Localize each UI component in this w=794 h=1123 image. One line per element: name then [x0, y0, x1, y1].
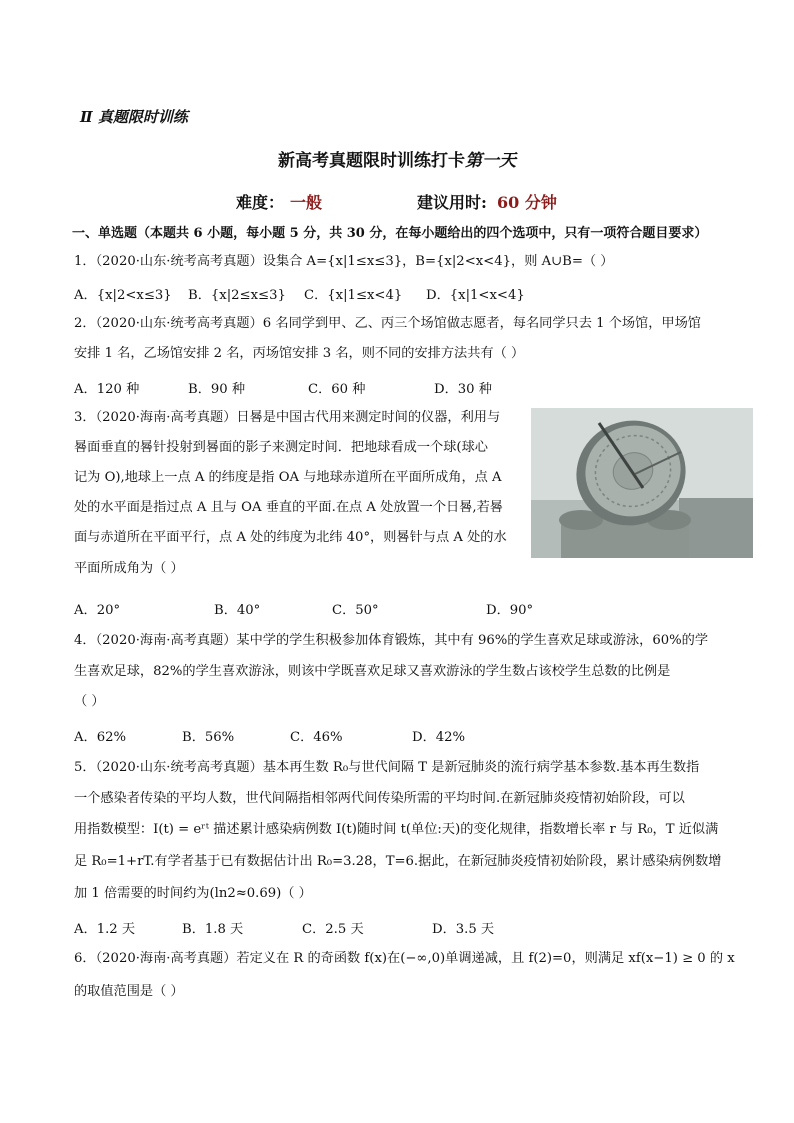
- question-5-line-1: 5．（2020·山东·统考高考真题）基本再生数 R₀与世代间隔 T 是新冠肺炎的流行病学基本参数.基本再生数指: [74, 760, 700, 775]
- part-heading: 一、单选题（本题共 6 小题，每小题 5 分，共 30 分，在每小题给出的四个选项中，只有一项符合题目要求）: [72, 226, 708, 241]
- q1-option-a: A．{x|2<x≤3}: [74, 288, 172, 303]
- q4-option-d: D．42%: [412, 730, 466, 745]
- q4-option-b: B．56%: [182, 730, 235, 745]
- q4-option-a: A．62%: [74, 730, 127, 745]
- sundial-photo: [531, 408, 753, 558]
- question-3-options: [74, 599, 734, 619]
- question-1: 1．（2020·山东·统考高考真题）设集合 A={x|1≤x≤3}，B={x|2<x<4}，则 A∪B=（ ）: [74, 254, 614, 269]
- q3-option-a: A．20°: [74, 603, 121, 618]
- question-5-line-5: 加 1 倍需要的时间约为(ln2≈0.69)（ ）: [74, 886, 312, 901]
- q5-option-b: B．1.8 天: [182, 922, 244, 937]
- difficulty-value: 一般: [290, 193, 323, 212]
- difficulty-label: 难度：: [236, 193, 285, 212]
- title-main: 新高考真题限时训练打卡: [278, 151, 465, 171]
- question-5-line-3: 用指数模型：I(t) = eʳᵗ 描述累计感染病例数 I(t)随时间 t(单位:天)的变化规律，指数增长率 r 与 R₀，T 近似满: [74, 822, 719, 837]
- sundial-illustration: [531, 408, 753, 558]
- title-day: 第一天: [465, 151, 516, 171]
- time-label: 建议用时:: [417, 193, 487, 212]
- q3-option-d: D．90°: [486, 603, 534, 618]
- question-5-line-4: 足 R₀=1+rT.有学者基于已有数据估计出 R₀=3.28，T=6.据此，在新冠肺炎疫情初始阶段，累计感染病例数增: [74, 854, 722, 869]
- q1-option-b: B．{x|2≤x≤3}: [188, 288, 286, 303]
- section-heading: Ⅱ 真题限时训练: [80, 108, 188, 126]
- q5-option-c: C．2.5 天: [302, 922, 364, 937]
- question-2-line-1: 2．（2020·山东·统考高考真题）6 名同学到甲、乙、丙三个场馆做志愿者，每名同学只去 1 个场馆，甲场馆: [74, 316, 701, 331]
- question-4-options: [74, 726, 734, 746]
- question-4-line-1: 4．（2020·海南·高考真题）某中学的学生积极参加体育锻炼，其中有 96%的学生喜欢足球或游泳，60%的学: [74, 633, 709, 648]
- q3-option-b: B．40°: [214, 603, 261, 618]
- question-1-options: [74, 284, 734, 304]
- q2-option-a: A．120 种: [74, 382, 140, 397]
- q2-option-b: B．90 种: [188, 382, 246, 397]
- question-3-line-1: 3．（2020·海南·高考真题）日晷是中国古代用来测定时间的仪器，利用与: [74, 410, 501, 425]
- question-3-line-5: 面与赤道所在平面平行，点 A 处的纬度为北纬 40°，则晷针与点 A 处的水: [74, 530, 507, 545]
- question-3-line-4: 处的水平面是指过点 A 且与 OA 垂直的平面.在点 A 处放置一个日晷,若晷: [74, 500, 503, 515]
- q1-option-d: D．{x|1<x<4}: [426, 288, 525, 303]
- q1-option-c: C．{x|1≤x<4}: [304, 288, 403, 303]
- q4-option-c: C．46%: [290, 730, 343, 745]
- q3-option-c: C．50°: [332, 603, 379, 618]
- q2-option-c: C．60 种: [308, 382, 366, 397]
- page-title: [0, 146, 794, 171]
- question-4-line-3: （ ）: [74, 694, 105, 709]
- question-4-line-2: 生喜欢足球，82%的学生喜欢游泳，则该中学既喜欢足球又喜欢游泳的学生数占该校学生总数的比例是: [74, 664, 671, 679]
- question-2-line-2: 安排 1 名，乙场馆安排 2 名，丙场馆安排 3 名，则不同的安排方法共有（ ）: [74, 346, 525, 361]
- question-6-line-1: 6．（2020·海南·高考真题）若定义在 R 的奇函数 f(x)在(−∞,0)单调递减，且 f(2)=0，则满足 xf(x−1) ≥ 0 的 x: [74, 951, 735, 966]
- question-3-line-2: 晷面垂直的晷针投射到晷面的影子来测定时间．把地球看成一个球(球心: [74, 440, 488, 455]
- q5-option-a: A．1.2 天: [74, 922, 136, 937]
- question-5-options: [74, 918, 734, 938]
- question-5-line-2: 一个感染者传染的平均人数，世代间隔指相邻两代间传染所需的平均时间.在新冠肺炎疫情初始阶段，可以: [74, 791, 685, 806]
- q5-option-d: D．3.5 天: [432, 922, 495, 937]
- question-3-line-6: 平面所成角为（ ）: [74, 561, 184, 576]
- time-value: 60 分钟: [497, 193, 557, 212]
- question-6-line-2: 的取值范围是（ ）: [74, 984, 184, 999]
- q2-option-d: D．30 种: [434, 382, 492, 397]
- question-3-line-3: 记为 O),地球上一点 A 的纬度是指 OA 与地球赤道所在平面所成角，点 A: [74, 470, 502, 485]
- question-2-options: [74, 378, 734, 398]
